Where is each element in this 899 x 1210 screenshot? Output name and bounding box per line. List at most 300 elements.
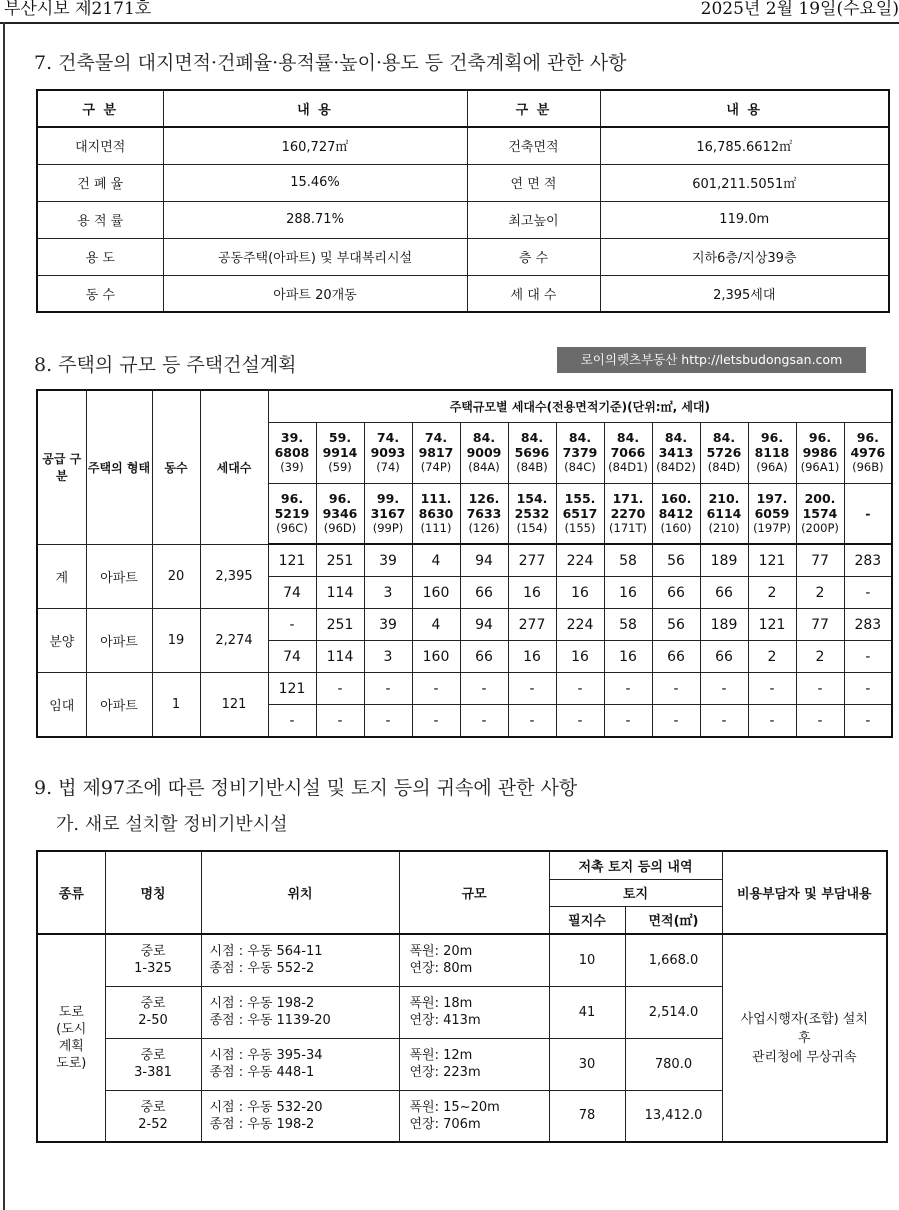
size-code: (84B) xyxy=(516,460,548,474)
size-cell xyxy=(748,483,796,544)
group-type: 분양 xyxy=(37,609,86,673)
count-cell: - xyxy=(604,673,652,705)
size-cell xyxy=(700,422,748,483)
location-line: 시점 : 우동 395-34 xyxy=(209,1048,323,1063)
size-int: 96. xyxy=(280,490,304,506)
size-code: (99P) xyxy=(372,520,404,535)
location-line: 시점 : 우동 564-11 xyxy=(209,944,323,960)
count-cell: - xyxy=(748,705,796,738)
kind-cell xyxy=(37,934,105,1142)
size-cell xyxy=(844,422,892,483)
size-cell xyxy=(268,483,316,544)
size-code: (200P) xyxy=(801,520,839,535)
scale-line: 연장: 80m xyxy=(409,961,473,977)
size-code: (154) xyxy=(516,520,548,535)
size-dec: 3413 xyxy=(658,445,694,460)
header-cell: 주택의 형태 xyxy=(86,390,152,544)
parcels-cell: 41 xyxy=(549,986,625,1038)
size-cell xyxy=(652,422,700,483)
group-households: 2,274 xyxy=(200,609,268,673)
count-cell: 58 xyxy=(604,544,652,577)
burden-line: 관리청에 무상귀속 xyxy=(751,1049,857,1065)
size-dec: 9914 xyxy=(322,445,358,460)
header-content: 내 용 xyxy=(163,90,467,127)
count-cell: 121 xyxy=(268,673,316,705)
table-row xyxy=(37,544,892,577)
count-cell: 283 xyxy=(844,609,892,641)
count-cell: 277 xyxy=(508,544,556,577)
section7-title: 7. 건축물의 대지면적·건폐율·용적률·높이·용도 등 건축계획에 관한 사항 xyxy=(34,52,627,74)
size-int: 160. xyxy=(660,490,692,506)
size-int: 96. xyxy=(808,430,832,445)
size-dec: 1574 xyxy=(802,505,838,521)
size-int: 84. xyxy=(472,430,496,445)
cell: 지하6층/지상39층 xyxy=(600,238,889,275)
section9-title: 9. 법 제97조에 따른 정비기반시설 및 토지 등의 귀속에 관한 사항 xyxy=(34,777,578,799)
burden-line: 사업시행자(조합) 설치 xyxy=(740,1011,868,1027)
size-dec: 4976 xyxy=(850,445,886,460)
scale-cell xyxy=(399,1038,549,1090)
scale-cell xyxy=(399,986,549,1038)
size-cell xyxy=(460,422,508,483)
burden-cell xyxy=(722,934,887,1142)
size-code: (84A) xyxy=(468,460,500,474)
size-cell xyxy=(412,422,460,483)
size-int: 84. xyxy=(616,430,640,445)
scale-line: 폭원: 12m xyxy=(409,1048,473,1063)
parcels-cell: 30 xyxy=(549,1038,625,1090)
name-line: 중로 xyxy=(140,944,166,960)
location-cell xyxy=(201,1090,399,1142)
size-code: (111) xyxy=(420,520,452,535)
size-dec: 8412 xyxy=(658,505,694,521)
size-cell xyxy=(796,483,844,544)
size-dec: 9817 xyxy=(418,445,454,460)
size-int: 96. xyxy=(328,490,352,506)
cell: 동 수 xyxy=(37,275,163,312)
count-cell: 39 xyxy=(364,544,412,577)
size-code: (96A1) xyxy=(800,460,840,474)
count-cell: 66 xyxy=(460,577,508,609)
size-cell xyxy=(508,422,556,483)
cell: 건축면적 xyxy=(467,127,600,164)
count-cell: - xyxy=(796,673,844,705)
scale-line: 연장: 223m xyxy=(409,1065,481,1080)
location-line: 종점 : 우동 1139-20 xyxy=(209,1013,331,1028)
count-cell: 74 xyxy=(268,577,316,609)
table-row xyxy=(37,164,889,201)
location-line: 시점 : 우동 532-20 xyxy=(209,1099,323,1115)
count-cell: - xyxy=(652,673,700,705)
group-buildings: 1 xyxy=(152,673,200,738)
location-line: 종점 : 우동 198-2 xyxy=(209,1116,315,1132)
size-value: - xyxy=(865,505,871,521)
size-code: (126) xyxy=(468,520,500,535)
cell: 601,211.5051㎡ xyxy=(600,164,889,201)
count-cell: 66 xyxy=(700,641,748,673)
header-land: 토지 xyxy=(549,879,722,906)
size-int: 74. xyxy=(424,430,448,445)
size-int: 84. xyxy=(568,430,592,445)
size-int: 84. xyxy=(664,430,688,445)
group-households: 2,395 xyxy=(200,544,268,609)
group-form: 아파트 xyxy=(86,673,152,738)
cell: 119.0m xyxy=(600,201,889,238)
cell: 연 면 적 xyxy=(467,164,600,201)
cell: 아파트 20개동 xyxy=(163,275,467,312)
name-line: 2-50 xyxy=(138,1013,168,1028)
size-dec: 7379 xyxy=(562,445,598,460)
gazette-header xyxy=(0,0,899,24)
size-cell xyxy=(460,483,508,544)
area-cell: 2,514.0 xyxy=(625,986,722,1038)
count-cell: - xyxy=(412,673,460,705)
infrastructure-table xyxy=(36,850,888,1143)
cell: 2,395세대 xyxy=(600,275,889,312)
size-code: (96D) xyxy=(323,520,357,535)
size-dec: 2532 xyxy=(514,505,550,521)
header-cell: 세대수 xyxy=(200,390,268,544)
cell: 최고높이 xyxy=(467,201,600,238)
size-dec: 7066 xyxy=(610,445,646,460)
size-cell xyxy=(604,422,652,483)
count-cell: 16 xyxy=(508,641,556,673)
parcels-cell: 10 xyxy=(549,934,625,986)
size-dec: 9346 xyxy=(322,505,358,521)
name-cell xyxy=(105,1038,201,1090)
size-cell xyxy=(748,422,796,483)
location-line: 시점 : 우동 198-2 xyxy=(209,996,315,1011)
count-cell: 224 xyxy=(556,544,604,577)
size-cell xyxy=(796,422,844,483)
count-cell: - xyxy=(556,705,604,738)
cell: 용 도 xyxy=(37,238,163,275)
size-code: (59) xyxy=(328,460,352,474)
size-dec: 2270 xyxy=(610,505,646,521)
count-cell: - xyxy=(700,673,748,705)
cell: 세 대 수 xyxy=(467,275,600,312)
count-cell: - xyxy=(508,705,556,738)
count-cell: 3 xyxy=(364,577,412,609)
size-dec: 6517 xyxy=(562,505,598,521)
count-cell: - xyxy=(316,673,364,705)
group-form: 아파트 xyxy=(86,544,152,609)
size-cell xyxy=(556,483,604,544)
size-int: 59. xyxy=(328,430,352,445)
size-dec: 6059 xyxy=(754,505,790,521)
location-cell xyxy=(201,934,399,986)
count-cell: 66 xyxy=(460,641,508,673)
size-cell xyxy=(268,422,316,483)
count-cell: 66 xyxy=(652,641,700,673)
size-int: 126. xyxy=(468,490,500,506)
count-cell: 3 xyxy=(364,641,412,673)
count-cell: - xyxy=(364,705,412,738)
size-dec: 5219 xyxy=(274,505,310,521)
publication-date: 2025년 2월 19일(수요일) xyxy=(700,0,899,19)
count-cell: - xyxy=(460,673,508,705)
count-cell: 66 xyxy=(700,577,748,609)
count-cell: 2 xyxy=(796,641,844,673)
count-cell: 121 xyxy=(748,609,796,641)
size-int: 197. xyxy=(756,490,788,506)
header-row xyxy=(37,390,892,422)
group-buildings: 20 xyxy=(152,544,200,609)
kind-line: 계획 xyxy=(58,1039,84,1054)
housing-plan-table xyxy=(36,389,893,738)
size-dec: 8118 xyxy=(754,445,790,460)
count-cell: 251 xyxy=(316,544,364,577)
count-cell: - xyxy=(268,705,316,738)
header-name: 명칭 xyxy=(105,851,201,934)
size-int: 96. xyxy=(856,430,879,445)
count-cell: 94 xyxy=(460,544,508,577)
count-cell: 58 xyxy=(604,609,652,641)
size-code: (210) xyxy=(708,520,740,535)
cell: 건 폐 율 xyxy=(37,164,163,201)
size-code: (74) xyxy=(376,460,400,474)
header-kind: 종류 xyxy=(37,851,105,934)
group-form: 아파트 xyxy=(86,609,152,673)
count-cell: 189 xyxy=(700,544,748,577)
table-row xyxy=(37,238,889,275)
size-code: (155) xyxy=(564,520,596,535)
size-code: (197P) xyxy=(753,520,791,535)
size-code: (171T) xyxy=(609,520,647,535)
count-cell: 77 xyxy=(796,609,844,641)
scale-cell xyxy=(399,1090,549,1142)
header-burden: 비용부담자 및 부담내용 xyxy=(722,851,887,934)
size-dec: 6114 xyxy=(706,505,742,521)
count-cell: 94 xyxy=(460,609,508,641)
size-cell xyxy=(364,422,412,483)
scale-line: 연장: 413m xyxy=(409,1013,481,1028)
size-code: (84D2) xyxy=(656,460,696,474)
count-cell: 114 xyxy=(316,577,364,609)
count-cell: 2 xyxy=(748,641,796,673)
parcels-cell: 78 xyxy=(549,1090,625,1142)
count-cell: 160 xyxy=(412,641,460,673)
size-code: (160) xyxy=(660,520,692,535)
building-plan-table xyxy=(36,89,890,313)
size-int: 200. xyxy=(804,490,836,506)
count-cell: 160 xyxy=(412,577,460,609)
size-cell xyxy=(700,483,748,544)
size-int: 171. xyxy=(612,490,644,506)
size-code: (84D1) xyxy=(608,460,648,474)
publication-number: 부산시보 제2171호 xyxy=(4,0,152,19)
name-cell xyxy=(105,934,201,986)
count-cell: - xyxy=(604,705,652,738)
header-cell: 동수 xyxy=(152,390,200,544)
count-cell: 277 xyxy=(508,609,556,641)
name-cell xyxy=(105,1090,201,1142)
count-cell: - xyxy=(844,641,892,673)
header-land-detail: 저촉 토지 등의 내역 xyxy=(549,851,722,879)
count-cell: - xyxy=(364,673,412,705)
count-cell: 56 xyxy=(652,609,700,641)
size-int: 154. xyxy=(516,490,548,506)
scale-line: 폭원: 20m xyxy=(409,944,473,960)
location-cell xyxy=(201,986,399,1038)
count-cell: - xyxy=(652,705,700,738)
size-cell xyxy=(844,483,892,544)
count-cell: - xyxy=(748,673,796,705)
count-cell: - xyxy=(556,673,604,705)
count-cell: 283 xyxy=(844,544,892,577)
size-dec: 9093 xyxy=(370,445,406,460)
name-line: 3-381 xyxy=(134,1065,172,1080)
size-cell xyxy=(508,483,556,544)
size-int: 84. xyxy=(520,430,544,445)
size-int: 111. xyxy=(420,490,452,506)
count-cell: 56 xyxy=(652,544,700,577)
name-line: 중로 xyxy=(140,996,166,1011)
count-cell: 16 xyxy=(604,641,652,673)
cell: 대지면적 xyxy=(37,127,163,164)
count-cell: - xyxy=(844,705,892,738)
header-category: 구 분 xyxy=(467,90,600,127)
scale-line: 폭원: 15~20m xyxy=(409,1099,500,1115)
count-cell: - xyxy=(796,705,844,738)
watermark-badge: 로이의렛츠부동산 http://letsbudongsan.com xyxy=(557,347,866,373)
header-location: 위치 xyxy=(201,851,399,934)
cell: 층 수 xyxy=(467,238,600,275)
count-cell: - xyxy=(844,673,892,705)
count-cell: - xyxy=(316,705,364,738)
burden-line: 후 xyxy=(797,1030,811,1046)
scale-line: 폭원: 18m xyxy=(409,996,473,1011)
size-dec: 9986 xyxy=(802,445,838,460)
group-type: 임대 xyxy=(37,673,86,738)
size-int: 99. xyxy=(376,490,400,506)
section8-title: 8. 주택의 규모 등 주택건설계획 xyxy=(34,354,297,376)
header-content: 내 용 xyxy=(600,90,889,127)
size-int: 84. xyxy=(712,430,736,445)
header-category: 구 분 xyxy=(37,90,163,127)
size-cell xyxy=(412,483,460,544)
group-households: 121 xyxy=(200,673,268,738)
size-cell xyxy=(364,483,412,544)
scale-cell xyxy=(399,934,549,986)
size-int: 39. xyxy=(280,430,304,445)
kind-line: 도로) xyxy=(56,1056,87,1071)
name-cell xyxy=(105,986,201,1038)
count-cell: - xyxy=(508,673,556,705)
count-cell: 16 xyxy=(556,577,604,609)
size-dec: 9009 xyxy=(466,445,502,460)
cell: 16,785.6612㎡ xyxy=(600,127,889,164)
count-cell: 121 xyxy=(268,544,316,577)
section9-subtitle: 가. 새로 설치할 정비기반시설 xyxy=(56,814,288,835)
table-row xyxy=(37,609,892,641)
location-line: 종점 : 우동 552-2 xyxy=(209,961,315,977)
count-cell: 16 xyxy=(508,577,556,609)
count-cell: 2 xyxy=(796,577,844,609)
count-cell: 121 xyxy=(748,544,796,577)
count-cell: 114 xyxy=(316,641,364,673)
group-type: 계 xyxy=(37,544,86,609)
count-cell: 189 xyxy=(700,609,748,641)
count-cell: - xyxy=(412,705,460,738)
header-parcels: 필지수 xyxy=(549,906,625,934)
count-cell: - xyxy=(844,577,892,609)
group-buildings: 19 xyxy=(152,609,200,673)
count-cell: 16 xyxy=(604,577,652,609)
kind-line: 도로 xyxy=(58,1005,84,1020)
size-dec: 8630 xyxy=(418,505,454,521)
size-dec: 5726 xyxy=(706,445,742,460)
size-cell xyxy=(316,422,364,483)
count-cell: 2 xyxy=(748,577,796,609)
table-row xyxy=(37,934,887,986)
count-cell: - xyxy=(700,705,748,738)
location-line: 종점 : 우동 448-1 xyxy=(209,1065,315,1080)
cell: 160,727㎡ xyxy=(163,127,467,164)
name-line: 중로 xyxy=(140,1099,166,1115)
count-cell: 39 xyxy=(364,609,412,641)
table-row xyxy=(37,201,889,238)
size-cell xyxy=(316,483,364,544)
name-line: 2-52 xyxy=(138,1116,168,1132)
cell: 용 적 률 xyxy=(37,201,163,238)
size-dec: 6808 xyxy=(274,445,310,460)
size-int: 155. xyxy=(564,490,596,506)
count-cell: - xyxy=(460,705,508,738)
table-row xyxy=(37,673,892,705)
kind-line: (도시 xyxy=(56,1022,87,1037)
area-cell: 1,668.0 xyxy=(625,934,722,986)
size-dec: 7633 xyxy=(466,505,502,521)
header-scale: 규모 xyxy=(399,851,549,934)
size-cell xyxy=(604,483,652,544)
count-cell: 4 xyxy=(412,609,460,641)
size-code: (74P) xyxy=(420,460,452,474)
count-cell: 74 xyxy=(268,641,316,673)
cell: 15.46% xyxy=(163,164,467,201)
count-cell: 66 xyxy=(652,577,700,609)
size-int: 96. xyxy=(760,430,784,445)
size-dec: 5696 xyxy=(514,445,550,460)
size-code: (96A) xyxy=(756,460,788,474)
header-area: 면적(㎡) xyxy=(625,906,722,934)
count-cell: 224 xyxy=(556,609,604,641)
area-cell: 780.0 xyxy=(625,1038,722,1090)
count-cell: 4 xyxy=(412,544,460,577)
size-int: 74. xyxy=(376,430,400,445)
count-cell: 77 xyxy=(796,544,844,577)
size-int: 210. xyxy=(708,490,740,506)
size-code: (39) xyxy=(280,460,304,474)
scale-line: 연장: 706m xyxy=(409,1116,481,1132)
name-line: 1-325 xyxy=(134,961,172,977)
cell: 공동주택(아파트) 및 부대복리시설 xyxy=(163,238,467,275)
name-line: 중로 xyxy=(140,1048,166,1063)
table-row xyxy=(37,127,889,164)
location-cell xyxy=(201,1038,399,1090)
size-code: (96C) xyxy=(276,520,308,535)
size-code: (84D) xyxy=(707,460,741,474)
header-cell: 공급 구분 xyxy=(37,390,86,544)
size-header: 주택규모별 세대수(전용면적기준)(단위:㎡, 세대) xyxy=(268,390,892,422)
count-cell: - xyxy=(268,609,316,641)
area-cell: 13,412.0 xyxy=(625,1090,722,1142)
size-code: (96B) xyxy=(852,460,884,474)
size-cell xyxy=(652,483,700,544)
size-dec: 3167 xyxy=(370,505,406,521)
size-cell xyxy=(556,422,604,483)
cell: 288.71% xyxy=(163,201,467,238)
